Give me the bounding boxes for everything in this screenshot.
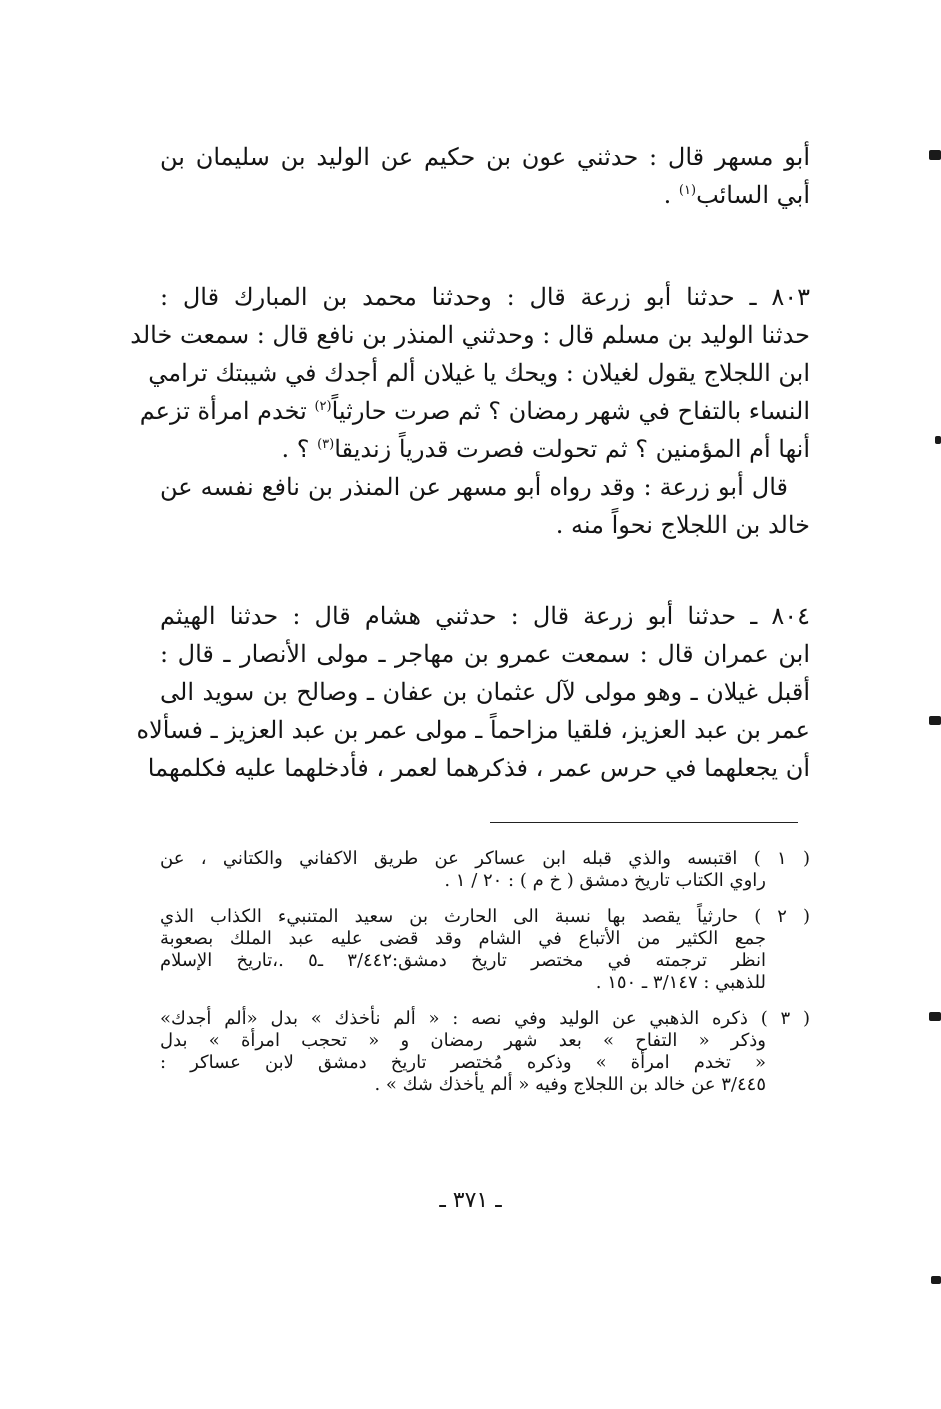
scan-edge-mark <box>935 436 941 444</box>
text-line: ٨٠٣ ـ حدثنا أبو زرعة قال : وحدثنا محمد بن المبارك قال : <box>160 283 810 311</box>
footnote-ref: (١) <box>678 183 697 198</box>
scan-edge-mark <box>931 1276 941 1284</box>
text-line: عمر بن عبد العزيز، فلقيا مزاحماً ـ مولى عمر بن عبد العزيز ـ فسألاه <box>136 716 810 744</box>
text-line: « تخدم امرأة » وذكره مُختصر تاريخ دمشق لابن عساكر : <box>160 1052 766 1073</box>
text-line: النساء بالتفاح في شهر رمضان ؟ ثم صرت حارثياً$^{(٢)}$ تخدم امرأة تزعم <box>139 397 810 425</box>
footnote-ref: (٢) <box>314 399 332 414</box>
text-line: جمع الكثير من الأتباع في الشام وقد قضى عليه عبد الملك بصعوبة <box>160 928 766 949</box>
text-line: قال أبو زرعة : وقد رواه أبو مسهر عن المنذر بن نافع نفسه عن <box>160 473 788 501</box>
text-line: وذكر « التفاح » بعد شهر رمضان و « تحجب امرأة » بدل <box>160 1030 766 1051</box>
scan-edge-mark <box>929 716 941 725</box>
text-line: أن يجعلهما في حرس عمر ، فذكرهما لعمر ، فأدخلهما عليه فكلمهما <box>147 754 810 782</box>
footnote-label: ( ١ ) <box>753 848 810 869</box>
text-line: أنها أم المؤمنين ؟ ثم تحولت فصرت قدرياً زنديقا$^{(٣)}$ ؟ . <box>281 435 810 463</box>
text-line: ٨٠٤ ـ حدثنا أبو زرعة قال : حدثني هشام قال : حدثنا الهيثم <box>160 602 810 630</box>
text-line: راوي الكتاب تاريخ دمشق ( خ م ) : ٢٠ / ١ . <box>444 870 766 891</box>
text-line: حدثنا الوليد بن مسلم قال : وحدثني المنذر بن نافع قال : سمعت خالد <box>130 321 810 349</box>
text-line: أقبل غيلان ـ وهو مولى لآل عثمان بن عفان ـ وصالح بن سويد الى <box>160 678 810 706</box>
scan-edge-mark <box>929 1012 941 1021</box>
footnote-3: ( ٣ ) ذكره الذهبي عن الوليد وفي نصه : « ألم نأخذك » بدل «ألم أجدك» وذكر « التفاح » بعد شهر رمضان و « تحجب امرأة » بدل « تخدم امرأة » وذكره مُختصر تاريخ دمشق لابن عساكر : ٣/٤٤٥ عن خالد بن اللجلاج وفيه « ألم يأخذك شك » . <box>160 1008 810 1095</box>
text-line: أبي السائب$^{(١)}$ . <box>663 181 810 209</box>
text-line: ابن عمران قال : سمعت عمرو بن مهاجر ـ مولى الأنصار ـ قال : <box>160 640 810 668</box>
footnotes <box>160 848 810 1110</box>
paragraph-continuation <box>160 138 810 214</box>
page-number: ـ ٣٧١ ـ <box>439 1188 502 1213</box>
footnote-label: ( ٢ ) <box>754 906 810 927</box>
hadith-804 <box>136 597 810 787</box>
text-line: للذهبي : ٣/١٤٧ ـ ١٥٠ . <box>595 972 766 993</box>
text-line: أبو مسهر قال : حدثني عون بن حكيم عن الوليد بن سليمان بن <box>160 143 810 171</box>
text-line: ٣/٤٤٥ عن خالد بن اللجلاج وفيه « ألم يأخذك شك » . <box>374 1074 766 1095</box>
footnote-label: ( ٣ ) <box>760 1008 810 1029</box>
footnote-ref: (٣) <box>317 437 335 452</box>
text-line: ابن اللجلاج يقول لغيلان : ويحك يا غيلان ألم أجدك في شيبتك ترامي <box>148 359 810 387</box>
footnote-divider <box>490 822 798 823</box>
scan-edge-mark <box>929 150 941 160</box>
text-line: خالد بن اللجلاج نحواً منه . <box>555 511 810 539</box>
footnote-1: ( ١ ) اقتبسه والذي قبله ابن عساكر عن طريق الاكفاني والكتاني ، عن راوي الكتاب تاريخ دمشق ( خ م ) : ٢٠ / ١ . <box>160 848 810 891</box>
text-line: انظر ترجمته في مختصر تاريخ دمشق:٣/٤٤٢ ـ٥ .،تاريخ الإسلام <box>160 950 766 971</box>
footnote-2: ( ٢ ) حارثياً يقصد بها نسبة الى الحارث بن سعيد المتنبيء الكذاب الذي جمع الكثير من الأتباع في الشام وقد قضى عليه عبد الملك بصعوبة انظر ترجمته في مختصر تاريخ دمشق:٣/٤٤٢ ـ٥ .،تاريخ الإسلام للذهبي : ٣/١٤٧ ـ ١٥٠ . <box>160 906 810 993</box>
hadith-803 <box>130 278 810 544</box>
